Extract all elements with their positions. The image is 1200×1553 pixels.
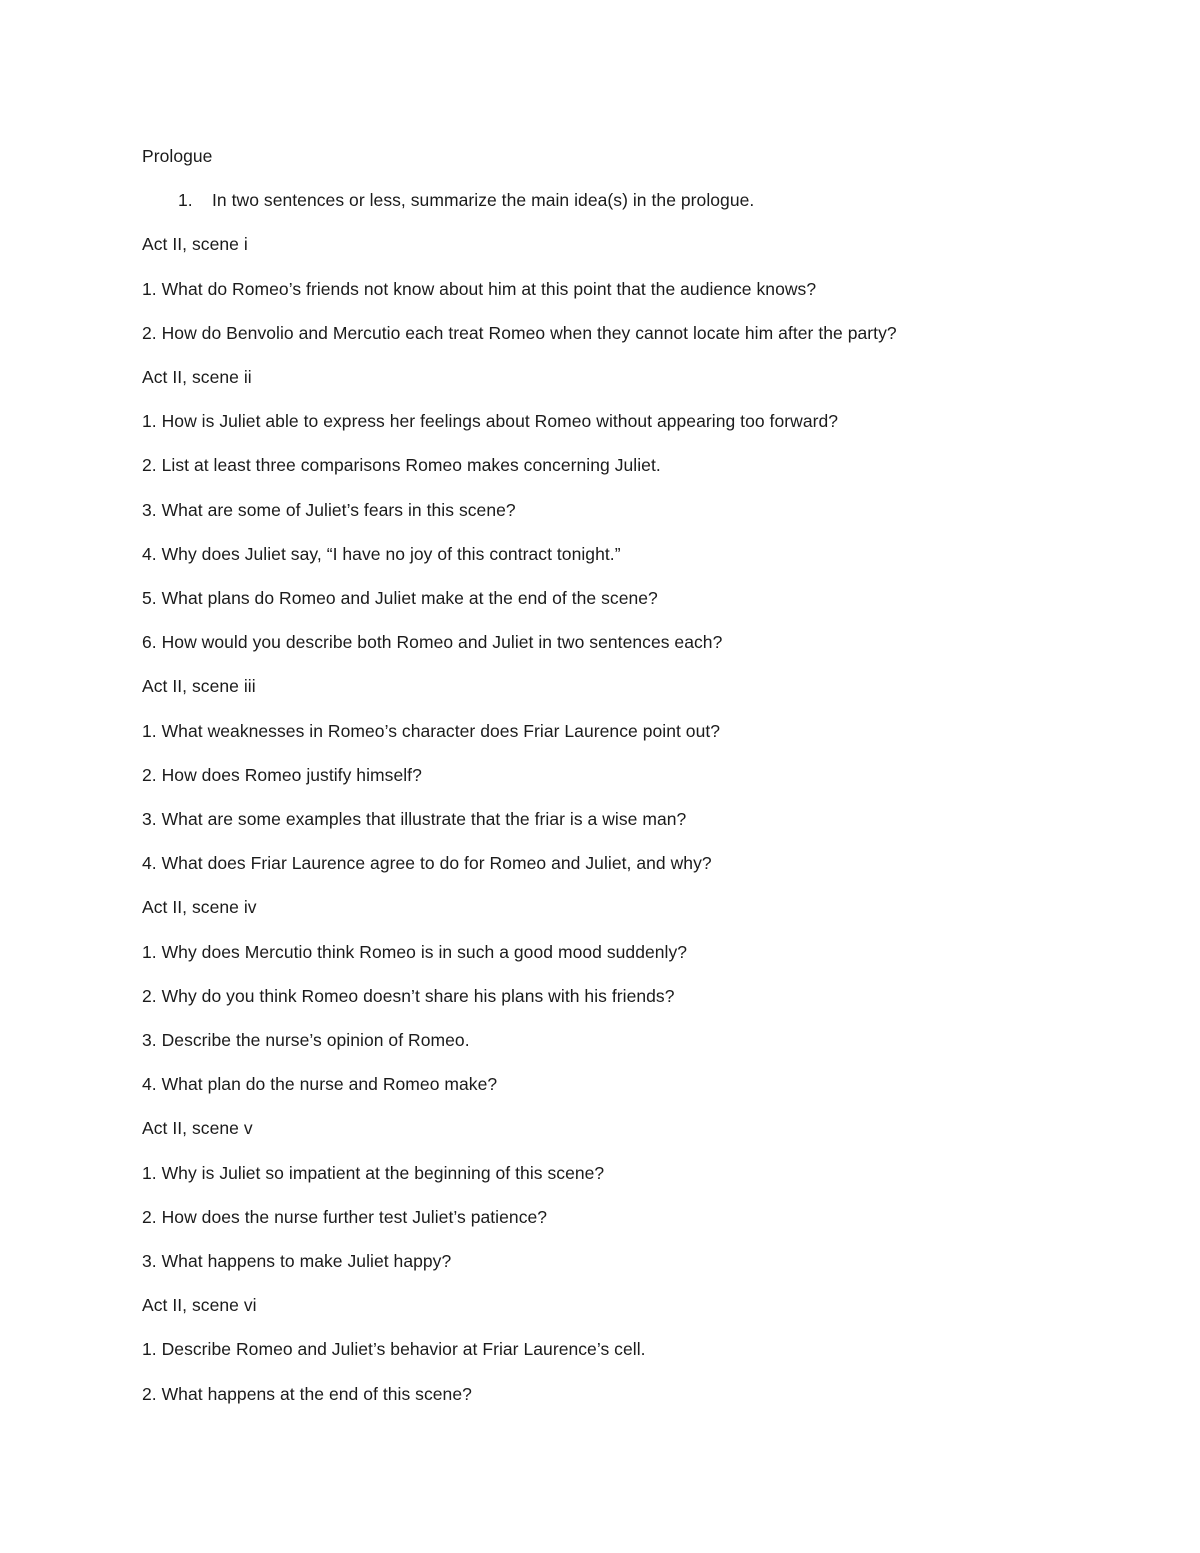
question-item: 2. Why do you think Romeo doesn’t share his plans with his friends? [142,986,675,1006]
question-item: 1. What do Romeo’s friends not know about him at this point that the audience knows? [142,279,817,299]
question-item: 3. What happens to make Juliet happy? [142,1251,452,1271]
question-item: 3. What are some of Juliet’s fears in this scene? [142,500,516,520]
question-item: 4. What does Friar Laurence agree to do for Romeo and Juliet, and why? [142,853,712,873]
question-item: 2. What happens at the end of this scene? [142,1384,472,1404]
section-heading: Act II, scene i [142,234,248,254]
question-item: 2. How do Benvolio and Mercutio each treat Romeo when they cannot locate him after the party? [142,323,897,343]
question-item: 5. What plans do Romeo and Juliet make at the end of the scene? [142,588,658,608]
question-item: 3. What are some examples that illustrate that the friar is a wise man? [142,809,687,829]
list-item [178,189,754,211]
section-heading: Act II, scene vi [142,1295,257,1315]
question-item: 1. Describe Romeo and Juliet’s behavior at Friar Laurence’s cell. [142,1339,646,1359]
question-item: 1. Why does Mercutio think Romeo is in such a good mood suddenly? [142,942,688,962]
question-item: 4. Why does Juliet say, “I have no joy of this contract tonight.” [142,544,621,564]
section-heading: Act II, scene v [142,1118,253,1138]
question-item: 1. Why is Juliet so impatient at the beginning of this scene? [142,1163,605,1183]
section-heading: Act II, scene iv [142,897,257,917]
question-item: 2. How does the nurse further test Juliet’s patience? [142,1207,548,1227]
question-item: 1. How is Juliet able to express her feelings about Romeo without appearing too forward? [142,411,839,431]
question-item: 2. How does Romeo justify himself? [142,765,422,785]
question-item: 1. What weaknesses in Romeo’s character does Friar Laurence point out? [142,721,721,741]
section-heading: Prologue [142,146,213,166]
section-heading: Act II, scene iii [142,676,256,696]
section-heading: Act II, scene ii [142,367,252,387]
list-item-number: 1. [178,190,193,210]
question-item: 6. How would you describe both Romeo and Juliet in two sentences each? [142,632,723,652]
question-item: 3. Describe the nurse’s opinion of Romeo. [142,1030,470,1050]
question-item: 4. What plan do the nurse and Romeo make? [142,1074,498,1094]
list-item-text: In two sentences or less, summarize the main idea(s) in the prologue. [212,190,755,210]
question-item: 2. List at least three comparisons Romeo makes concerning Juliet. [142,455,661,475]
